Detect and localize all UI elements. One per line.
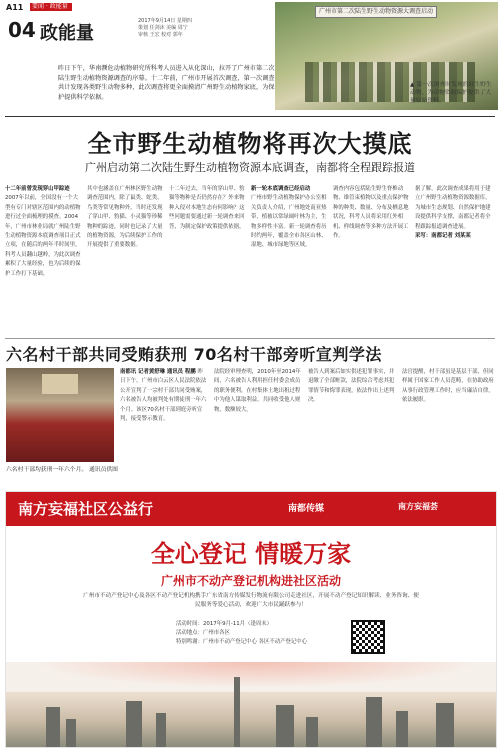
column-text: 据了解，此次调查成果将用于建立广州野生动植物资源数据库，为城市生态规划、自然保护地建设提供科学支撑，南都记者将全程跟踪报道调查进展。: [415, 186, 491, 230]
ad-banner: [6, 492, 496, 526]
court-column: [402, 368, 494, 486]
lead-paragraph: 昨日下午，华南濒危动植物研究所科考人员进入从化深山，拉开了广州市第二次陆生野生动植物资源调查的序幕。十二年前，广州市开展首次调查，第一次调查共计发现各类野生动物多种，此次调查将更全面摸清广州野生动植物家底，为保护提供科学依据。: [58, 65, 275, 101]
court-column: [214, 368, 302, 486]
headline-court: 六名村干部共同受贿获刑 70名村干部旁听宣判学法: [6, 345, 382, 364]
building-shape: [306, 717, 318, 747]
article-column: [251, 185, 327, 335]
court-byline: 南都讯 记者黄舒琳 通讯员 程鹏: [120, 369, 196, 375]
section-letter: A11: [6, 3, 24, 12]
meta-line: 策划 任剑沐 美编 周宁: [138, 25, 188, 31]
reporter-byline: 采写：南都记者 刘某某: [415, 233, 471, 240]
article-column: [333, 185, 409, 335]
court-column: [308, 368, 396, 486]
building-shape: [156, 713, 166, 747]
column-text: 十二年过去，当年的穿山甲、豹猫等物种是否仍然存在？外来物种入侵对本地生态有何影响？这些问题需要通过新一轮调查来回答，为制定保护政策提供依据。: [169, 186, 245, 230]
meta-line: 审核 王宏 校对 郭年: [138, 32, 183, 38]
ad-intro: 广州市不动产登记中心及各区不动产登记机构携手广东省南方传媒发行物流有限公司走进社区，开展不动产登记知识解读、业务咨询、便民服务等爱心活动，欢迎广大市民踊跃参与！: [83, 593, 419, 608]
column-text: 其中也涵盖在广州林区野生动物调查范围内，除了鼠类、蛇类、鸟类等常见物种外，当时还发现了穿山甲、豹猫、小灵猫等珍稀物种的踪迹，同时也记录了大量的植物资源，为后续保护工作的开展提供了重要数据。: [87, 186, 163, 249]
column-text: 法官提醒，村干部虽是基层干部，但同样属于国家工作人员范畴，在协助政府从事行政管理工作时，应当廉洁自律，依法履职。: [402, 369, 494, 404]
ad-info-line: 活动时间：2017年9月-11月（逢周末）: [176, 621, 273, 627]
courtroom-photo-caption: 六名村干部均获刑一年六个月。 通讯员供图: [6, 467, 118, 473]
building-shape: [126, 701, 142, 747]
ad-info-line: 特别鸣谢：广州市不动产登记中心 各区不动产登记中心: [176, 639, 308, 645]
canton-tower-shape: [234, 677, 240, 747]
page-title: 政能量: [40, 23, 94, 44]
page-meta: [138, 18, 192, 39]
column-text: 调查内容包括陆生野生脊椎动物、维管束植物以及重点保护物种的种类、数量、分布及栖息地状况，科考人员将采用红外相机、样线调查等多种方法开展工作。: [333, 186, 409, 240]
nandu-media-logo: 南都传媒: [288, 504, 325, 514]
page-number: 04: [8, 18, 36, 42]
column-heading: 十二年前曾发现穿山甲踪迹: [5, 186, 70, 192]
column-text: 被告人到案后如实供述犯罪事实，并退缴了全部赃款，法院综合考虑其犯罪情节和悔罪表现，依法作出上述判决。: [308, 369, 395, 404]
article-divider: [5, 338, 495, 339]
column-text: 法院经审理查明，2010年至2014年间，六名被告人利用担任村委会成员的职务便利，在村集体土地出租过程中为他人谋取利益，共同收受他人财物，数额较大。: [214, 369, 301, 413]
court-column: [120, 368, 208, 486]
building-shape: [396, 711, 408, 747]
photo-caption: ▲ 第一次调查时发现的陆生野生动物，为动物资源保护提供了大量原始资料。: [410, 82, 492, 104]
ad-slogan: 全心登记 情暖万家: [150, 539, 352, 568]
building-shape: [66, 719, 76, 747]
column-text: 广州市野生动植物保护办公室相关负责人介绍，广州地处南亚热带，植被以常绿阔叶林为主，生物多样性丰富。新一轮调查将历时约两年，覆盖全市各区山林、湿地、城市绿地等区域。: [251, 195, 327, 249]
building-shape: [46, 707, 60, 747]
ad-info: [176, 620, 307, 647]
building-shape: [366, 697, 382, 747]
qr-code-icon: [351, 620, 385, 654]
meta-line: 2017年9月14日 星期四: [138, 18, 192, 24]
article-column: [415, 185, 495, 335]
decorative-wave: [6, 662, 496, 692]
courtroom-photo: [6, 368, 114, 462]
column-text: 2007年以前，全国没有一个大型有专门对辖区范围内的动植物进行过全面梳理的摸查。2004年，广州市林业局就广州陆生野生动植物资源本底调查项目正式立项，在随后的两年半时间里，科考人员翻山越岭，为此次调查累积了大量经验，也为后续的保护工作打下基础。: [5, 195, 81, 277]
city-skyline-illustration: [6, 662, 496, 747]
photo-banner-label: 广州市第二次陆生野生动物资源大调查启动: [315, 6, 437, 18]
ad-subtitle: 广州市不动产登记机构进社区活动: [160, 574, 341, 588]
ad-info-line: 活动地点：广州市各区: [176, 630, 230, 636]
article-column: [5, 185, 81, 335]
ad-banner-title: 南方妄福社区公益行: [18, 500, 154, 518]
article-column: [87, 185, 163, 335]
community-event-ad: [5, 491, 497, 748]
section-tag: 要闻 · 政能量: [30, 3, 72, 11]
article-body: [5, 185, 495, 335]
column-text: 昨日下午，广州市白云区人民法院依法公开宣判了一宗村干部共同受贿案，六名被告人均被判处有期徒刑一年六个月。该区70名村干部到庭旁听宣判，接受警示教育。: [120, 369, 207, 423]
article-column: [169, 185, 245, 335]
building-shape: [276, 705, 294, 747]
section-divider: [5, 116, 495, 119]
column-heading: 新一轮本底调查已经启动: [251, 186, 311, 192]
court-emblem-wall: [42, 374, 78, 394]
building-shape: [436, 703, 454, 747]
partner-logo: 南方妄福荟: [398, 502, 438, 511]
headline: 全市野生动植物将再次大摸底: [87, 130, 413, 158]
subheadline: 广州启动第二次陆生野生动植物资源本底调查，南都将全程跟踪报道: [85, 161, 415, 174]
